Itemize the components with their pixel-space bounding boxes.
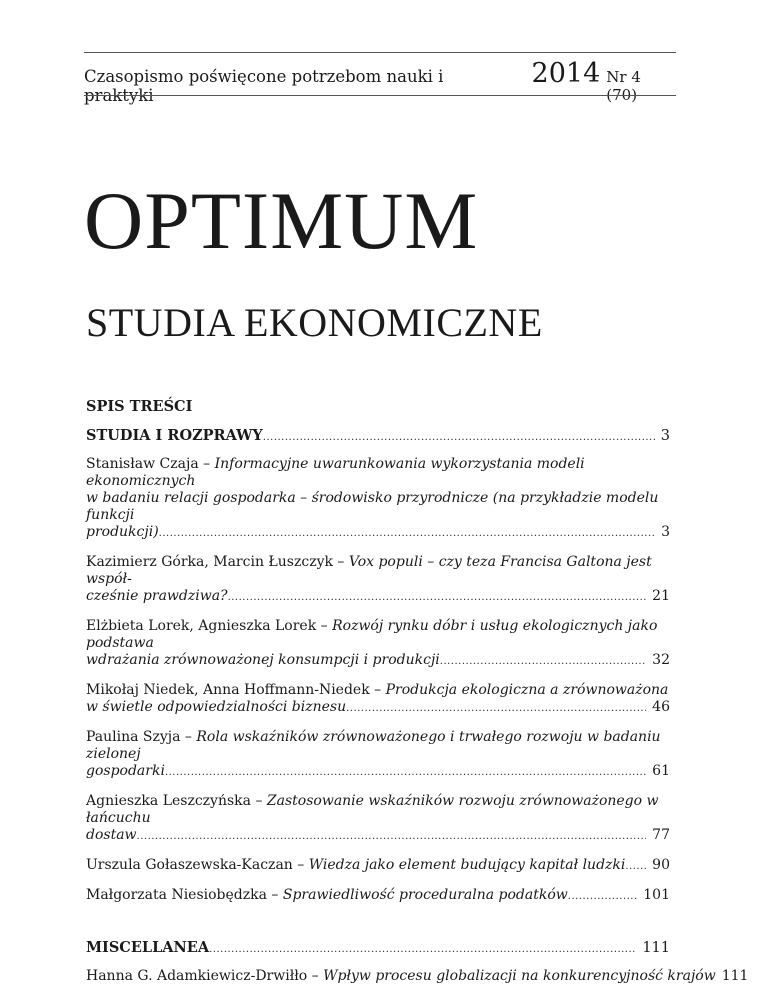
entry-author: Hanna G. Adamkiewicz-Drwiłło – [86, 968, 324, 984]
entry-line [86, 618, 670, 652]
page-number: 3 [661, 524, 670, 540]
entry-title: w badaniu relacji gospodarka – środowisko przyrodnicze (na przykładzie modelu funkcji [86, 490, 659, 523]
page-number: 46 [652, 699, 670, 715]
entry-title: wdrażania zrównoważonej konsumpcji i produkcji [86, 652, 440, 668]
journal-header [84, 58, 676, 105]
journal-title: OPTIMUM [84, 175, 479, 266]
page-number: 77 [652, 827, 670, 843]
section-label: MISCELLANEA [86, 939, 210, 956]
toc-entry [86, 682, 670, 717]
leader-dots [440, 653, 646, 670]
journal-subtitle: STUDIA EKONOMICZNE [86, 300, 543, 345]
page-number: 21 [652, 588, 670, 604]
issue-year: 2014 [531, 58, 601, 89]
entry-author: Mikołaj Niedek, Anna Hoffmann-Niedek – [86, 682, 386, 698]
entry-text [86, 588, 228, 605]
leader-dots [263, 432, 655, 443]
page-number: 111 [642, 940, 670, 956]
entry-last-line [86, 827, 670, 845]
entry-title: gospodarki [86, 763, 165, 779]
leader-dots [568, 888, 638, 905]
entry-line [86, 456, 670, 490]
leader-dots [346, 700, 646, 717]
entry-title: Wpływ procesu globalizacji na konkurencyjność krajów [323, 968, 716, 984]
leader-dots [625, 858, 646, 875]
entry-author: Paulina Szyja – [86, 729, 197, 745]
toc-entry [86, 857, 670, 875]
entry-text [86, 968, 716, 985]
section-label: STUDIA I ROZPRAWY [86, 427, 263, 444]
entry-title: produkcji) [86, 524, 159, 540]
entry-author: Małgorzata Niesiobędzka – [86, 887, 283, 903]
header-bottom-rule [84, 95, 676, 96]
entry-author: Urszula Gołaszewska-Kaczan – [86, 857, 309, 873]
toc-entry [86, 729, 670, 781]
entry-last-line [86, 968, 749, 986]
toc-entry [86, 793, 670, 845]
leader-dots [159, 525, 655, 542]
entry-text [86, 857, 625, 874]
entry-author: Stanisław Czaja – [86, 456, 215, 472]
entry-title: Wiedza jako element budujący kapitał ludzki [308, 857, 626, 873]
page-number: 32 [652, 652, 670, 668]
entry-line [86, 490, 670, 524]
toc-heading: SPIS TREŚCI [86, 398, 193, 415]
entry-title: Vox populi – czy teza Francisa Galtona jest współ- [86, 554, 652, 587]
toc-section-studia [86, 427, 670, 444]
entry-title: Produkcja ekologiczna a zrównoważona [385, 682, 669, 698]
entry-last-line [86, 588, 670, 606]
entry-text [86, 699, 346, 716]
entry-text [86, 524, 159, 541]
entry-title: Rola wskaźników zrównoważonego i trwałego rozwoju w badaniu zielonej [86, 729, 661, 762]
toc-section-miscellanea [86, 939, 670, 956]
entry-last-line [86, 652, 670, 670]
entry-last-line [86, 699, 670, 717]
entry-line [86, 554, 670, 588]
entry-last-line [86, 887, 670, 905]
toc-entry [86, 618, 670, 670]
journal-tagline: Czasopismo poświęcone potrzebom nauki i praktyki [84, 67, 444, 105]
entry-title: w świetle odpowiedzialności biznesu [86, 699, 347, 715]
page-number: 61 [652, 763, 670, 779]
page-number: 3 [660, 428, 670, 444]
entry-author: Elżbieta Lorek, Agnieszka Lorek – [86, 618, 333, 634]
entry-line [86, 793, 670, 827]
page-number: 111 [721, 968, 749, 984]
entry-title: cześnie prawdziwa? [86, 588, 228, 604]
toc-entry [86, 968, 749, 986]
leader-dots [137, 828, 647, 845]
table-of-contents [86, 398, 749, 998]
toc-entry [86, 554, 670, 606]
header-top-rule [84, 52, 676, 53]
entry-text [86, 763, 165, 780]
entry-title: dostaw [86, 827, 137, 843]
page-number: 101 [643, 887, 670, 903]
entry-title: Rozwój rynku dóbr i usług ekologicznych jako podstawa [86, 618, 658, 651]
entry-text [86, 827, 137, 844]
entry-text [86, 887, 568, 904]
page-number: 90 [652, 857, 670, 873]
entry-last-line [86, 524, 670, 542]
entry-line [86, 729, 670, 763]
leader-dots [165, 764, 646, 781]
entry-last-line [86, 857, 670, 875]
entry-title: Informacyjne uwarunkowania wykorzystania modeli ekonomicznych [86, 456, 585, 489]
entry-last-line [86, 763, 670, 781]
entry-text [86, 652, 440, 669]
entry-title: Sprawiedliwość proceduralna podatków [282, 887, 568, 903]
issue-number: Nr 4 (70) [606, 68, 641, 104]
toc-entries [86, 456, 670, 905]
leader-dots [228, 589, 647, 606]
toc-entry [86, 456, 670, 542]
entry-author: Agnieszka Leszczyńska – [86, 793, 267, 809]
toc-entries-miscellanea [86, 968, 749, 986]
entry-line [86, 682, 670, 699]
entry-title: Zastosowanie wskaźników rozwoju zrównoważonego w łańcuchu [86, 793, 659, 826]
leader-dots [209, 944, 636, 955]
toc-entry [86, 887, 670, 905]
entry-author: Kazimierz Górka, Marcin Łuszczyk – [86, 554, 349, 570]
